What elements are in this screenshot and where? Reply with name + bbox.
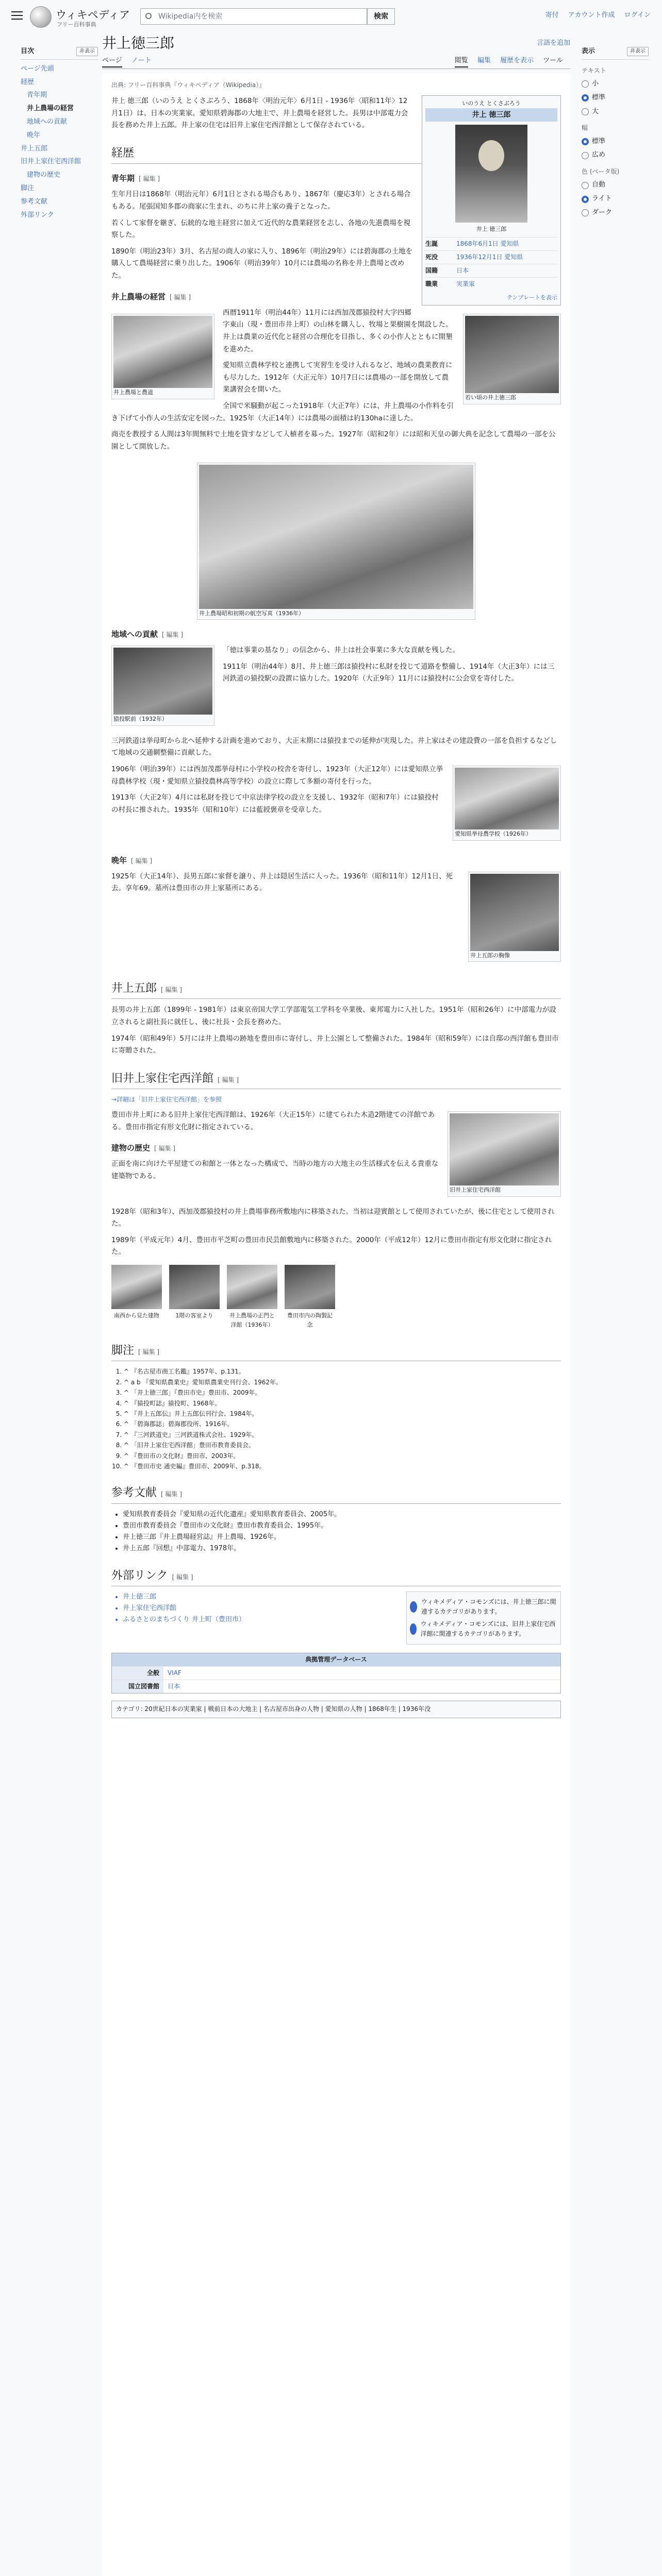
infobox-caption: 井上 徳三郎: [476, 226, 507, 233]
paragraph: 商売を教授する人間は3年間無料で土地を貸すなどして入植者を募った。1927年（昭和2年）には昭和天皇の御大典を記念して農場の一部を公園として開放した。: [111, 430, 556, 451]
note-item[interactable]: 8. ^ 「旧井上家住宅西洋館」豊田市教育委員会。: [124, 1440, 561, 1450]
figure-caption: 旧井上家住宅西洋館: [450, 1187, 501, 1193]
heading-goro: 井上五郎 [ 編集 ]: [111, 979, 561, 999]
infobox-row: 国籍 日本: [425, 264, 557, 277]
reference-item: • 愛知県教育委員会『愛知県の近代化遺産』愛知県教育委員会、2005年。: [123, 1509, 561, 1520]
house-figure: [448, 1111, 561, 1197]
edit-link[interactable]: [ 編集 ]: [139, 175, 160, 183]
figure-caption: 愛知県挙母農学校（1926年）: [455, 830, 532, 837]
color-dark[interactable]: ダーク: [582, 208, 649, 218]
toc-item-house[interactable]: 旧井上家住宅西洋館: [21, 158, 81, 166]
heading-refs: 参考文献 [ 編集 ]: [111, 1484, 561, 1503]
edit-link[interactable]: [ 編集 ]: [138, 1348, 160, 1356]
note-item[interactable]: 3. ^ 「井上徳三郎」『豊田市史』豊田市、2009年。: [124, 1387, 561, 1398]
infobox: [422, 95, 561, 306]
toc-item-top[interactable]: ページ先頭: [21, 64, 54, 73]
paragraph: 1928年（昭和3年）、西加茂郡猿投村の井上農場事務所敷地内に移築された。当初は迎賓館として使用されていたが、後に住宅として使用された。: [111, 1207, 555, 1228]
toc-item-late[interactable]: 晩年: [27, 131, 41, 139]
width-label: 幅: [582, 124, 588, 132]
figure-caption: 若い頃の井上徳三郎: [465, 394, 516, 401]
width-standard[interactable]: 標準: [582, 137, 649, 147]
template-link[interactable]: テンプレートを表示: [506, 294, 557, 301]
tab-page[interactable]: ページ: [102, 57, 122, 67]
references-list: [123, 1509, 561, 1554]
appearance-heading: 表示 非表示: [582, 46, 649, 60]
note-item[interactable]: 10. ^ 『豊田市史 通史編』豊田市、2009年、p.318。: [124, 1461, 561, 1471]
edit-link[interactable]: [ 編集 ]: [154, 1145, 176, 1153]
toc-heading: 目次 非表示: [21, 46, 98, 60]
color-auto[interactable]: 自動: [582, 180, 649, 191]
farm-figure: [111, 314, 214, 399]
gallery-item[interactable]: 井上農場の正門と洋館（1936年）: [227, 1265, 277, 1329]
search-button[interactable]: 検索: [367, 8, 395, 25]
house-photo[interactable]: [450, 1113, 559, 1185]
commons-row: ウィキメディア・コモンズには、旧井上家住宅西洋館に関連するカテゴリがあります。: [410, 1619, 557, 1639]
infobox-row: 職業 実業家: [425, 277, 557, 291]
edit-link[interactable]: [ 編集 ]: [161, 1490, 183, 1498]
heading-house: 旧井上家住宅西洋館 [ 編集 ]: [111, 1070, 561, 1089]
heading-history: 建物の歴史 [ 編集 ]: [111, 1143, 176, 1153]
gallery-item[interactable]: 南西から見た建物: [111, 1265, 162, 1329]
bust-photo[interactable]: [470, 874, 559, 951]
gallery-photo[interactable]: [285, 1265, 335, 1309]
bust-figure: [468, 872, 561, 962]
paragraph: 1913年（大正2年）4月には私財を投じて中京法律学校の設立を支援し、1932年（昭和7年）には猿投村の村長に推された。1935年（昭和10年）には藍綬褒章を受章した。: [111, 793, 439, 814]
paragraph: 三河鉄道は挙母町から北へ延伸する計画を進めており、大正末期には猿投までの延伸が実現した。井上家はその建設費の一部を負担するなどして地域の交通網整備に貢献した。: [111, 736, 557, 757]
menu-icon[interactable]: [11, 11, 23, 20]
farm-aerial-photo[interactable]: [199, 465, 473, 609]
tab-talk[interactable]: ノート: [131, 57, 152, 64]
page-tabs: [102, 56, 570, 69]
color-label: 色 (ベータ版): [582, 168, 620, 176]
text-size-small[interactable]: 小: [582, 79, 649, 90]
paragraph: 1906年（明治39年）には西加茂郡挙母村に小学校の校舎を寄付し、1923年（大正12年）には愛知県立挙母農林学校（現・愛知県立猿投農林高等学校）の設立に際して多額の寄付を行った。: [111, 765, 443, 786]
source-note: 出典: フリー百科事典『ウィキペディア（Wikipedia）』: [111, 81, 266, 89]
note-item[interactable]: 7. ^ 『三河鉄道史』三河鉄道株式会社、1929年。: [124, 1430, 561, 1440]
create-account-link[interactable]: アカウント作成: [568, 11, 615, 19]
commons-box: [406, 1591, 561, 1645]
infobox-ruby: いのうえ とくさぶろう: [462, 100, 521, 107]
radio-selected-icon: [582, 94, 589, 101]
heading-youth: 青年期 [ 編集 ]: [111, 174, 160, 183]
heading-late: 晩年 [ 編集 ]: [111, 855, 153, 865]
wikipedia-logo-icon[interactable]: [30, 6, 52, 28]
school-figure: [453, 766, 561, 841]
gallery-photo[interactable]: [227, 1265, 277, 1309]
width-wide[interactable]: 広め: [582, 150, 649, 161]
toc-hide-button[interactable]: 非表示: [76, 47, 98, 56]
reference-item: • 豊田市教育委員会『豊田市の文化財』豊田市教育委員会、1995年。: [123, 1520, 561, 1532]
edit-link[interactable]: [ 編集 ]: [161, 986, 183, 994]
commons-icon: [410, 1623, 417, 1635]
edit-link[interactable]: [ 編集 ]: [162, 631, 184, 639]
heading-notes: 脚注 [ 編集 ]: [111, 1342, 561, 1361]
gallery-photo[interactable]: [169, 1265, 220, 1309]
paragraph: 全国で米騒動が起こった1918年（大正7年）には、井上農場の小作料を引き下げて小作人の生活安定を図った。1925年（大正14年）には農場の面積は約130haに達した。: [111, 402, 454, 422]
toc-item-notes[interactable]: 脚注: [21, 184, 35, 192]
main-area: [102, 32, 570, 2576]
toc-item-local[interactable]: 地域への貢献: [27, 117, 68, 126]
lead-paragraph: 井上 徳三郎（いのうえ とくさぶろう、1868年〈明治元年〉6月1日 - 1936年〈昭和11年〉12月1日）は、日本の実業家。愛知県碧海郡の大地主で、井上農場を経営した。長男は中部電力会長を務めた井上五郎。井上家の住宅は旧井上家住宅西洋館として保存されている。: [111, 97, 408, 130]
youth-photo[interactable]: [465, 316, 559, 393]
figure-caption: 井上農場昭和初期の航空写真（1936年）: [199, 609, 304, 617]
infobox-row: 生誕 1868年6月1日 愛知県: [425, 237, 557, 250]
toc-item-farm[interactable]: 井上農場の経営: [27, 105, 74, 113]
logo-subtitle: フリー百科事典: [57, 21, 96, 28]
heading-local: 地域への貢献 [ 編集 ]: [111, 630, 184, 639]
radio-selected-icon: [582, 138, 589, 145]
radio-icon: [582, 152, 589, 159]
page-title: 井上徳三郎: [102, 35, 175, 52]
paragraph: 1989年（平成元年）4月、豊田市平芝町の豊田市民芸館敷地内に移築された。2000年（平成12年）12月に豊田市指定有形文化財に指定された。: [111, 1235, 552, 1257]
paragraph: 1890年（明治23年）3月、名古屋の商人の家に入り、1896年（明治29年）には碧海郡の土地を購入して農場経営に乗り出した。1906年（明治39年）10月には農場の名称を井上農場と改めた。: [111, 247, 413, 280]
text-size-label: テキスト: [582, 66, 606, 74]
text-size-large[interactable]: 大: [582, 107, 649, 117]
user-links: [538, 10, 651, 21]
edit-link[interactable]: [ 編集 ]: [170, 293, 191, 301]
authority-row: 国立図書館 日本: [112, 1680, 560, 1693]
radio-selected-icon: [582, 196, 589, 203]
note-item[interactable]: 9. ^ 『豊田市の文化財』豊田市、2003年。: [124, 1451, 561, 1461]
farm-aerial-figure: [197, 463, 475, 620]
authority-row: 全般 VIAF: [112, 1666, 560, 1680]
appearance-hide-button[interactable]: 非表示: [627, 47, 649, 56]
infobox-row: 死没 1936年12月1日 愛知県: [425, 250, 557, 264]
paragraph: 1925年（大正14年）、長男五郎に家督を譲り、井上は隠居生活に入った。1936年（昭和11年）12月1日、死去。享年69。墓所は豊田市の井上家墓所にある。: [111, 872, 453, 893]
edit-link[interactable]: [ 編集 ]: [218, 1076, 239, 1083]
note-item[interactable]: 4. ^ 『猿投町誌』猿投町、1968年。: [124, 1398, 561, 1409]
logo-title[interactable]: ウィキペディア: [56, 9, 130, 21]
note-item[interactable]: 6. ^ 「碧海郡誌」碧海郡役所、1916年。: [124, 1419, 561, 1429]
main-article-link[interactable]: →詳細は「旧井上家住宅西洋館」を参照: [111, 1096, 222, 1103]
authority-control: [111, 1653, 561, 1694]
color-light[interactable]: ライト: [582, 194, 649, 205]
article-body: [102, 73, 570, 2576]
image-gallery: [111, 1265, 561, 1329]
radio-icon: [582, 108, 589, 115]
toc-item-history[interactable]: 建物の歴史: [27, 171, 61, 179]
gallery-photo[interactable]: [111, 1265, 162, 1309]
donate-link[interactable]: 寄付: [545, 11, 559, 19]
portrait-image[interactable]: [455, 125, 527, 223]
paragraph: 若くして家督を継ぎ、伝統的な地主経営に加えて近代的な農業経営を志し、各地の先進農場を視察した。: [111, 218, 410, 240]
reference-item: • 井上五郎『回想』中部電力、1978年。: [123, 1543, 561, 1554]
figure-caption: 井上五郎の胸像: [470, 952, 510, 959]
toc-sidebar: [21, 46, 98, 223]
category-links[interactable]: カテゴリ: 20世紀日本の実業家 | 戦前日本の大地主 | 名古屋市出身の人物 | 愛知県の人物 | 1868年生 | 1936年没: [111, 1701, 561, 1718]
station-photo[interactable]: [113, 648, 212, 715]
notes-list: [111, 1366, 561, 1471]
tab-history[interactable]: 履歴を表示: [500, 57, 534, 64]
tab-edit[interactable]: 編集: [477, 57, 491, 64]
tab-tools[interactable]: ツール: [543, 57, 563, 64]
note-item[interactable]: 2. ^ a b 『愛知県農業史』愛知県農業史刊行会、1962年。: [124, 1377, 561, 1387]
figure-caption: 猿投駅前（1932年）: [113, 716, 168, 723]
authority-heading[interactable]: 典拠管理データベース: [112, 1653, 560, 1666]
station-figure: [111, 646, 214, 726]
commons-row: ウィキメディア・コモンズには、井上徳三郎に関連するカテゴリがあります。: [410, 1597, 557, 1617]
note-item[interactable]: 1. ^ 『名古屋市商工名鑑』1957年、p.131。: [124, 1366, 561, 1377]
radio-icon: [582, 182, 589, 189]
heading-farm: 井上農場の経営 [ 編集 ]: [111, 292, 191, 301]
paragraph: 愛知県立農林学校と連携して実習生を受け入れるなど、地域の農業教育にも尽力した。1912年（大正元年）10月7日には農場の一部を開放して農業講習会を開いた。: [223, 361, 453, 394]
paragraph: 1911年（明治44年）8月、井上徳三郎は猿投村に私財を投じて道路を整備し、1914年（大正3年）には三河鉄道の猿投駅の設置に協力した。1920年（大正9年）11月には猿投村に公会堂を寄付した。: [223, 662, 555, 683]
text-size-standard[interactable]: 標準: [582, 93, 649, 104]
paragraph: 「徳は事業の基なり」の信念から、井上は社会事業に多大な貢献を残した。: [223, 646, 459, 655]
paragraph: 正面を南に向けた平屋建ての和館と一体となった構成で、当時の地方の大地主の生活様式を伝える貴重な建築物である。: [111, 1160, 439, 1180]
infobox-name: 井上 徳三郎: [425, 108, 557, 122]
radio-icon: [582, 209, 589, 216]
toc-item-ext[interactable]: 外部リンク: [21, 211, 54, 219]
external-link[interactable]: • 井上徳三郎: [123, 1591, 561, 1603]
toc-item-goro[interactable]: 井上五郎: [21, 144, 48, 152]
radio-icon: [582, 80, 589, 88]
paragraph: 豊田市井上町にある旧井上家住宅西洋館は、1926年（大正15年）に建てられた木造2階建ての洋館である。豊田市指定有形文化財に指定されている。: [111, 1111, 435, 1131]
paragraph: 長男の井上五郎（1899年 - 1981年）は東京帝国大学工学部電気工学科を卒業後、東邦電力に入社した。1951年（昭和26年）に中部電力が設立されると副社長に就任し、後に社長・会長を務めた。: [111, 1006, 556, 1026]
paragraph: 西暦1911年（明治44年）11月には西加茂郡猿投村大字四郷字東山（現・豊田市井上町）の山林を購入し、牧場と果樹園を開設した。井上は農業の近代化と経営の合理化を目指し、多くの小作人とともに開墾を進めた。: [223, 308, 453, 353]
note-item[interactable]: 5. ^ 『井上五郎伝』井上五郎伝刊行会、1984年。: [124, 1409, 561, 1419]
figure-caption: 井上農場と農道: [113, 389, 153, 396]
search-input[interactable]: Wikipedia内を検索: [140, 8, 367, 25]
heading-career: 経歴: [111, 144, 561, 164]
paragraph: 生年月日は1868年（明治元年）6月1日とされる場合もあり、1867年（慶応3年）とされる場合もある。尾張国知多郡の商家に生まれ、のちに井上家の養子となった。: [111, 190, 411, 211]
school-photo[interactable]: [455, 768, 559, 829]
search-icon: [145, 13, 152, 19]
edit-link[interactable]: [ 編集 ]: [172, 1573, 193, 1581]
commons-icon: [410, 1601, 417, 1613]
gallery-item[interactable]: 1階の客室より: [169, 1265, 220, 1329]
toc-item-career[interactable]: 経歴: [21, 78, 35, 86]
gallery-item[interactable]: 豊田市内の陶製記念: [285, 1265, 335, 1329]
tab-read[interactable]: 閲覧: [455, 57, 468, 67]
external-link[interactable]: • 井上家住宅西洋館: [123, 1603, 561, 1614]
heading-ext: 外部リンク [ 編集 ]: [111, 1567, 561, 1586]
toc-item-refs[interactable]: 参考文献: [21, 197, 48, 206]
farm-photo[interactable]: [113, 316, 212, 388]
login-link[interactable]: ログイン: [624, 11, 651, 19]
paragraph: 1974年（昭和49年）5月には井上農場の跡地を豊田市に寄付し、井上公園として整備された。1984年（昭和59年）には自邸の西洋館も豊田市に寄贈された。: [111, 1034, 559, 1055]
toc-item-youth[interactable]: 青年期: [27, 91, 47, 99]
edit-link[interactable]: [ 編集 ]: [131, 857, 153, 865]
add-languages-button[interactable]: 言語を追加: [536, 39, 570, 47]
external-link[interactable]: • ふるさとのまちづくり 井上町（豊田市）: [123, 1614, 561, 1625]
appearance-sidebar: [582, 46, 649, 222]
reference-item: • 井上徳三郎『井上農場経営誌』井上農場、1926年。: [123, 1532, 561, 1543]
youth-figure: [463, 314, 561, 404]
